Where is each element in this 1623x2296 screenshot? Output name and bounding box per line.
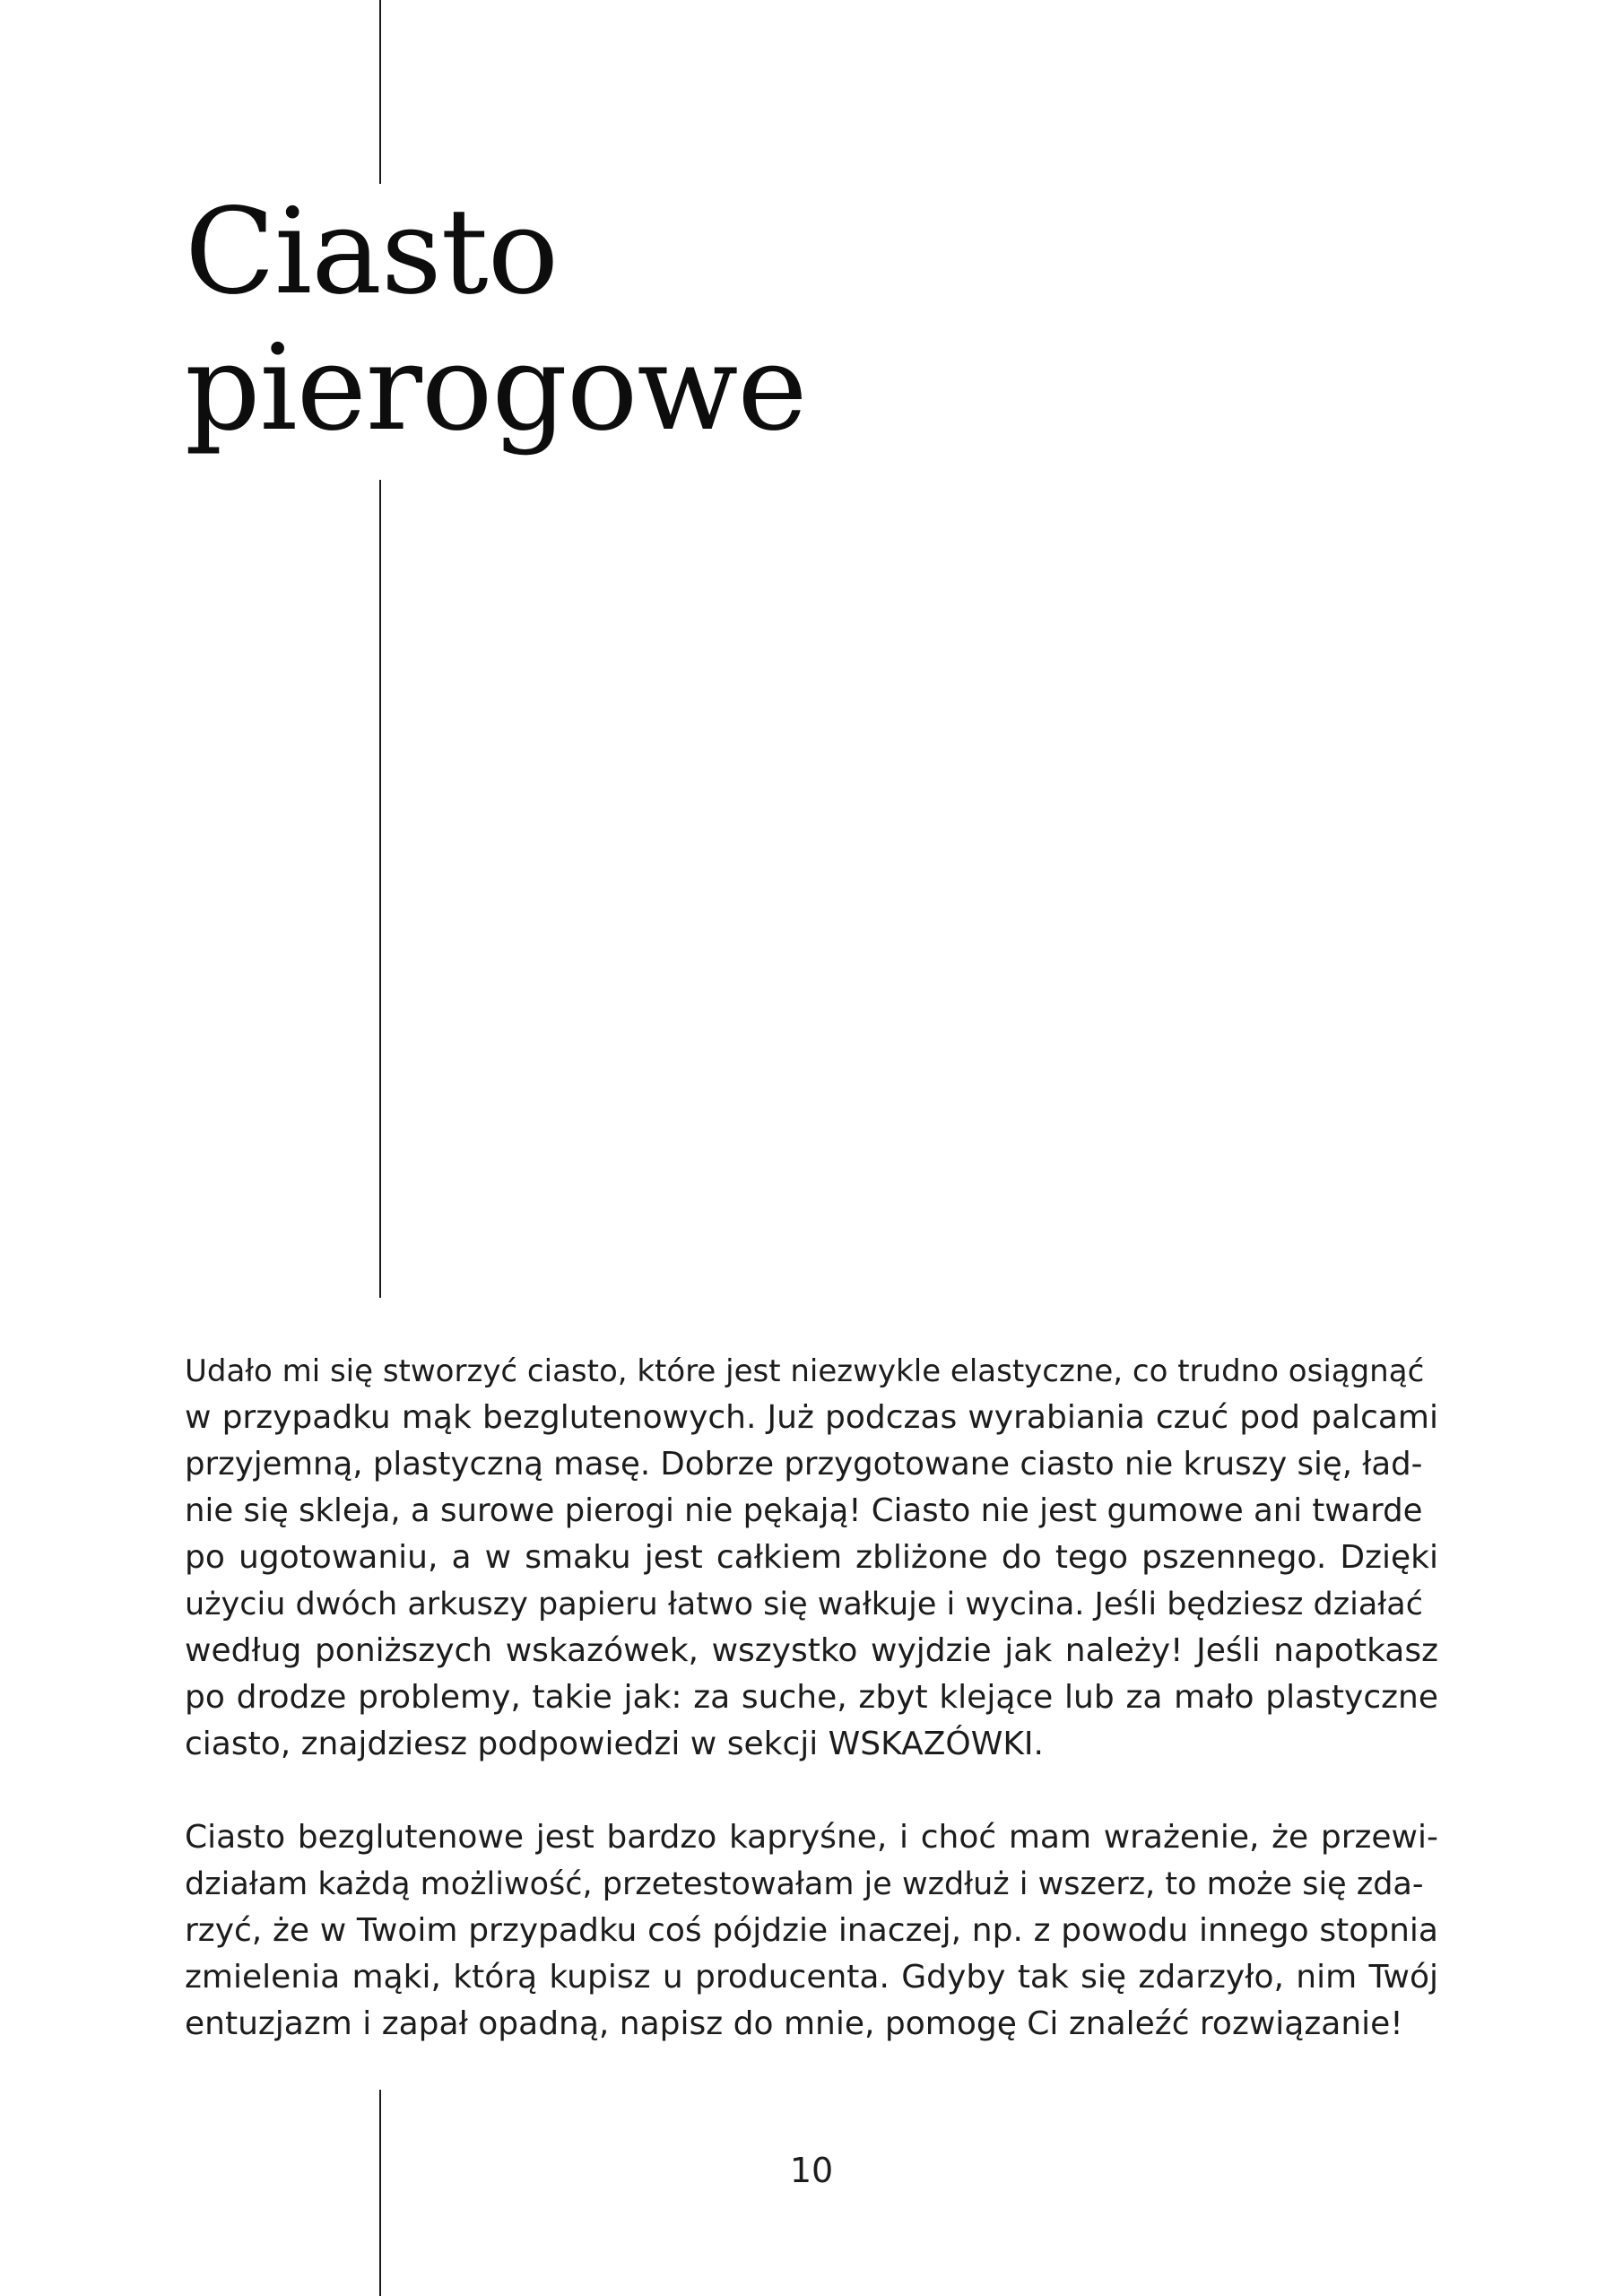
- decorative-vertical-line-bottom: [379, 2090, 381, 2296]
- decorative-vertical-line-middle: [379, 480, 381, 1298]
- paragraph-line: Ciasto bezglutenowe jest bardzo kapryśne, i choć mam wrażenie, że przewi-: [185, 1819, 1438, 1856]
- paragraph-line: użyciu dwóch arkuszy papieru łatwo się wałkuje i wycina. Jeśli będziesz działać: [185, 1587, 1423, 1622]
- decorative-vertical-line-top: [379, 0, 381, 184]
- title-line-1: Ciasto: [185, 183, 559, 321]
- paragraph-line: Udało mi się stworzyć ciasto, które jest niezwykle elastyczne, co trudno osiągnąć: [185, 1353, 1425, 1389]
- paragraph-intro: [185, 1348, 1438, 1768]
- paragraph-line: entuzjazm i zapał opadną, napisz do mnie, pomogę Ci znaleźć rozwiązanie!: [185, 2005, 1403, 2042]
- paragraph-line: działam każdą możliwość, przetestowałam je wzdłuż i wszerz, to może się zda-: [185, 1866, 1424, 1902]
- paragraph-line: po drodze problemy, takie jak: za suche, zbyt klejące lub za mało plastyczne: [185, 1679, 1438, 1716]
- paragraph-line: zmielenia mąki, którą kupisz u producenta. Gdyby tak się zdarzyło, nim Twój: [185, 1959, 1438, 1996]
- page-number: 10: [789, 2151, 834, 2190]
- paragraph-line: według poniższych wskazówek, wszystko wyjdzie jak należy! Jeśli napotkasz: [185, 1632, 1438, 1669]
- paragraph-line: po ugotowaniu, a w smaku jest całkiem zbliżone do tego pszennego. Dzięki: [185, 1539, 1438, 1576]
- paragraph-line: w przypadku mąk bezglutenowych. Już podczas wyrabiania czuć pod palcami: [185, 1399, 1438, 1436]
- title-line-2: pierogowe: [185, 319, 807, 457]
- paragraph-line: nie się skleja, a surowe pierogi nie pękają! Ciasto nie jest gumowe ani twarde: [185, 1492, 1423, 1529]
- page-title: [185, 184, 806, 457]
- paragraph-line: ciasto, znajdziesz podpowiedzi w sekcji WSKAZÓWKI.: [185, 1726, 1044, 1762]
- paragraph-line: rzyć, że w Twoim przypadku coś pójdzie inaczej, np. z powodu innego stopnia: [185, 1912, 1438, 1949]
- paragraph-line: przyjemną, plastyczną masę. Dobrze przygotowane ciasto nie kruszy się, ład-: [185, 1446, 1423, 1483]
- paragraph-note: [185, 1814, 1438, 2048]
